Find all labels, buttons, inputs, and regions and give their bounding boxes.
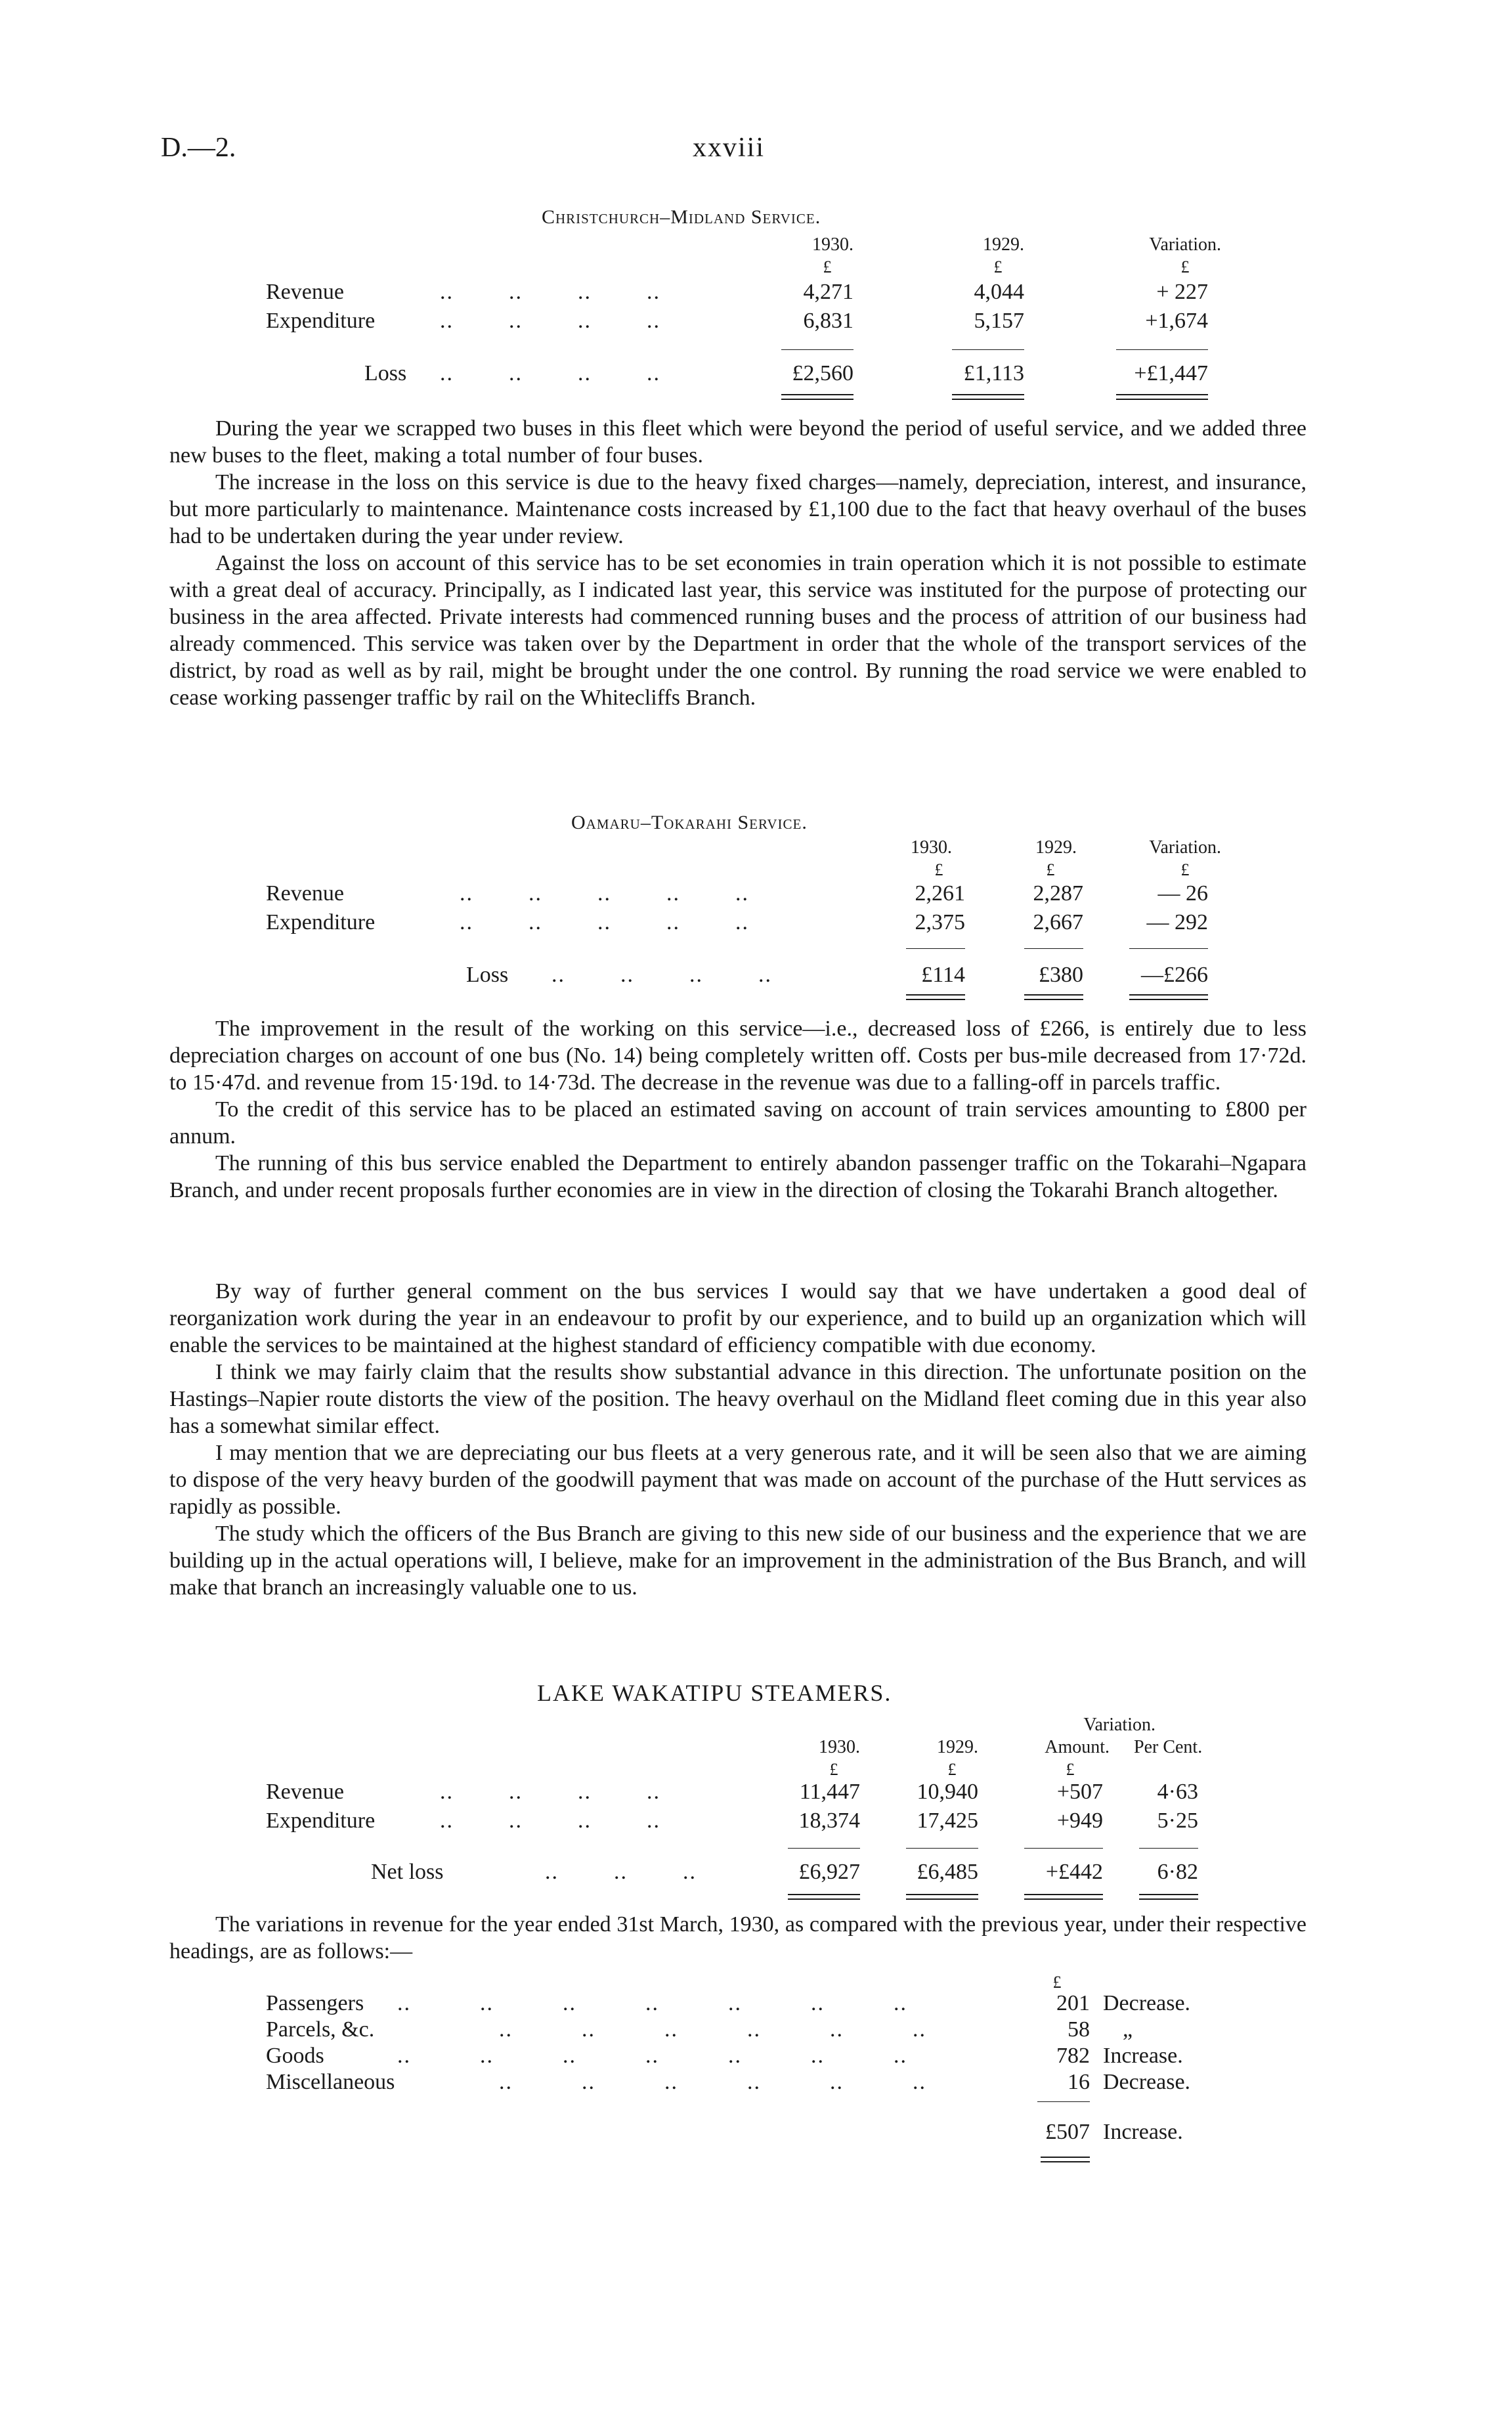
lw-col-1930: 1930. <box>819 1737 860 1757</box>
cm-cell: 4,044 <box>974 280 1024 304</box>
leader-dots: .. .. .. <box>545 1860 697 1884</box>
lw-total-cell: 6·82 <box>1157 1860 1198 1884</box>
double-rule <box>952 399 1024 400</box>
ot-col-1929: 1929. <box>1035 837 1077 858</box>
leader-dots: .. .. .. .. .. .. .. <box>397 1991 907 2015</box>
oamaru-title: Oamaru–Tokarahi Service. <box>571 812 808 833</box>
lw-cell: 18,374 <box>798 1809 860 1833</box>
oamaru-text <box>169 1015 1307 1204</box>
double-rule <box>1139 1898 1198 1900</box>
lw-total-cell: £6,485 <box>917 1860 978 1884</box>
leader-dots: .. .. .. .. .. .. <box>499 2017 926 2042</box>
leader-dots: .. .. .. .. <box>551 963 772 987</box>
variation-label: Goods <box>266 2044 324 2068</box>
page-reference: D.—2. <box>161 133 236 163</box>
ot-cell: 2,287 <box>1033 881 1083 906</box>
lw-cell: 10,940 <box>917 1780 978 1804</box>
lw-cell: 11,447 <box>799 1780 860 1804</box>
cm-unit-1929: £ <box>993 257 1003 276</box>
paragraph: During the year we scrapped two buses in this fleet which were beyond the period of useful service, and we added three new buses to the fleet, making a total number of four buses. <box>169 416 1307 468</box>
cm-total-label: Loss <box>364 361 407 385</box>
lw-col-amount: Amount. <box>1045 1737 1110 1757</box>
cm-col-variation: Variation. <box>1149 234 1221 255</box>
double-rule <box>906 1898 978 1900</box>
cm-total-cell: +£1,447 <box>1134 361 1208 385</box>
double-rule <box>781 399 853 400</box>
ot-cell: 2,261 <box>915 881 965 906</box>
variation-note: Increase. <box>1103 2044 1183 2068</box>
ot-row-label: Revenue <box>266 881 344 906</box>
leader-dots: .. .. .. .. .. <box>460 910 749 934</box>
sum-rule <box>906 948 965 949</box>
cm-cell: 4,271 <box>803 280 853 304</box>
general-text <box>169 1278 1307 1601</box>
variation-amount: 782 <box>1056 2044 1090 2068</box>
double-rule <box>1024 1894 1103 1895</box>
double-rule <box>1024 1898 1103 1900</box>
lw-row-label: Revenue <box>266 1780 344 1804</box>
cm-cell: +1,674 <box>1145 309 1208 333</box>
paragraph: Against the loss on account of this service has to be set economies in train operation which it is not possible to estimate with a great deal of accuracy. Principally, as I indicated last year, this service was instituted for the purpose of protecting our business in the area affected. Private interests had commenced running buses and the process of attrition of our business had already commenced. This service was taken over by the Department in order that the whole of the transport services of the district, by road as well as by rail, might be brought under the one control. By running the road service we were enabled to cease working passenger traffic by rail on the Whitecliffs Branch. <box>169 551 1307 710</box>
double-rule <box>1041 2161 1090 2162</box>
leader-dots: .. .. .. .. <box>440 1780 660 1804</box>
paragraph: By way of further general comment on the bus services I would say that we have undertaken a good deal of reorganization work during the year in an endeavour to profit by our experience, and to build up an organization which will enable the services to be maintained at the highest standard of efficiency compatible with due economy. <box>169 1279 1307 1357</box>
page-number: xxviii <box>693 133 766 163</box>
ot-unit: £ <box>1046 860 1055 879</box>
variation-note: Decrease. <box>1103 2070 1191 2094</box>
net-variation-note: Increase. <box>1103 2120 1183 2144</box>
net-variation-amount: £507 <box>1045 2120 1090 2144</box>
paragraph: The study which the officers of the Bus Branch are giving to this new side of our business and the experience that we are building up in the actual operations will, I believe, make for an improvement in the administration of the Bus Branch, and will make that branch an increasingly valuable one to us. <box>169 1522 1307 1600</box>
double-rule <box>1139 1894 1198 1895</box>
double-rule <box>788 1898 860 1900</box>
double-rule <box>781 394 853 395</box>
ot-cell: — 292 <box>1146 910 1208 934</box>
sum-rule <box>1129 948 1208 949</box>
paragraph: The improvement in the result of the working on this service—i.e., decreased loss of £266, is entirely due to less depreciation charges on account of one bus (No. 14) being completely written off. Costs per bus-mile decreased from 17·72d. to 15·47d. and revenue from 15·19d. to 14·73d. The decrease in the revenue was due to a falling-off in parcels traffic. <box>169 1017 1307 1095</box>
sum-rule <box>1037 2101 1090 2102</box>
ot-total-cell: £380 <box>1039 963 1083 987</box>
paragraph: The variations in revenue for the year ended 31st March, 1930, as compared with the previous year, under their respective headings, are as follows:— <box>169 1912 1307 1963</box>
cm-col-1929: 1929. <box>983 234 1024 255</box>
lw-row-label: Expenditure <box>266 1809 376 1833</box>
variation-note: Decrease. <box>1103 1991 1191 2015</box>
lw-unit: £ <box>829 1760 838 1779</box>
variation-note: „ <box>1123 2017 1133 2042</box>
sum-rule <box>1024 948 1083 949</box>
cm-row-label: Revenue <box>266 280 344 304</box>
double-rule <box>952 394 1024 395</box>
ot-row-label: Expenditure <box>266 910 376 934</box>
double-rule <box>1041 2157 1090 2158</box>
lw-total-cell: £6,927 <box>798 1860 860 1884</box>
cm-cell: 6,831 <box>803 309 853 333</box>
paragraph: To the credit of this service has to be placed an estimated saving on account of train services amounting to £800 per annum. <box>169 1097 1307 1149</box>
cm-unit-1930: £ <box>823 257 832 276</box>
christchurch-title: Christchurch–Midland Service. <box>542 206 821 228</box>
paragraph: The increase in the loss on this service is due to the heavy fixed charges—namely, depreciation, interest, and insurance, but more particularly to maintenance. Maintenance costs increased by £1,100 due to the fact that heavy overhaul of the buses had to be undertaken during the year under review. <box>169 470 1307 548</box>
ot-col-1930: 1930. <box>911 837 952 858</box>
ot-unit: £ <box>1180 860 1190 879</box>
paragraph: The running of this bus service enabled the Department to entirely abandon passenger traffic on the Tokarahi–Ngapara Branch, and under recent proposals further economies are in view in the direction of closing the Tokarahi Branch altogether. <box>169 1151 1307 1202</box>
paragraph: I think we may fairly claim that the results show substantial advance in this direction. The unfortunate position on the Hastings–Napier route distorts the view of the position. The heavy overhaul on the Midland fleet coming due in this year also has a somewhat similar effect. <box>169 1360 1307 1438</box>
christchurch-text <box>169 415 1307 711</box>
ot-cell: 2,667 <box>1033 910 1083 934</box>
cm-row-label: Expenditure <box>266 309 376 333</box>
cm-unit-var: £ <box>1180 257 1190 276</box>
double-rule <box>906 999 965 1000</box>
leader-dots: .. .. .. .. <box>440 280 660 304</box>
lw-col-variation: Variation. <box>1083 1715 1156 1735</box>
lw-cell: +949 <box>1056 1809 1103 1833</box>
cm-cell: 5,157 <box>974 309 1024 333</box>
double-rule <box>1116 399 1208 400</box>
cm-total-cell: £1,113 <box>963 361 1024 385</box>
double-rule <box>1116 394 1208 395</box>
lw-unit: £ <box>947 1760 957 1779</box>
variation-label: Miscellaneous <box>266 2070 395 2094</box>
ot-cell: 2,375 <box>915 910 965 934</box>
leader-dots: .. .. .. .. <box>440 309 660 333</box>
wakatipu-title: LAKE WAKATIPU STEAMERS. <box>537 1680 892 1706</box>
variation-amount: 58 <box>1068 2017 1090 2042</box>
sum-rule <box>781 349 853 350</box>
leader-dots: .. .. .. .. .. .. <box>499 2070 926 2094</box>
double-rule <box>1129 999 1208 1000</box>
cm-col-1930: 1930. <box>812 234 853 255</box>
ot-cell: — 26 <box>1157 881 1208 906</box>
sum-rule <box>952 349 1024 350</box>
variation-amount: 16 <box>1068 2070 1090 2094</box>
lw-col-percent: Per Cent. <box>1134 1737 1203 1757</box>
sum-rule <box>1139 1848 1198 1849</box>
leader-dots: .. .. .. .. <box>440 361 660 385</box>
double-rule <box>906 994 965 996</box>
ot-total-label: Loss <box>466 963 509 987</box>
lw-col-1929: 1929. <box>937 1737 978 1757</box>
sum-rule <box>1024 1848 1103 1849</box>
leader-dots: .. .. .. .. <box>440 1809 660 1833</box>
sum-rule <box>788 1848 860 1849</box>
lw-cell: +507 <box>1056 1780 1103 1804</box>
leader-dots: .. .. .. .. .. .. .. <box>397 2044 907 2068</box>
cm-total-cell: £2,560 <box>792 361 853 385</box>
variation-label: Parcels, &c. <box>266 2017 375 2042</box>
lw-total-cell: +£442 <box>1045 1860 1103 1884</box>
ot-unit: £ <box>934 860 943 879</box>
double-rule <box>1024 994 1083 996</box>
lw-cell: 4·63 <box>1157 1780 1198 1804</box>
variation-label: Passengers <box>266 1991 364 2015</box>
cm-cell: + 227 <box>1156 280 1208 304</box>
ot-total-cell: £114 <box>921 963 965 987</box>
ot-col-variation: Variation. <box>1149 837 1221 858</box>
double-rule <box>1024 999 1083 1000</box>
double-rule <box>1129 994 1208 996</box>
lw-unit: £ <box>1066 1760 1075 1779</box>
sum-rule <box>1116 349 1208 350</box>
lw-cell: 5·25 <box>1157 1809 1198 1833</box>
double-rule <box>788 1894 860 1895</box>
lw-total-label: Net loss <box>371 1860 444 1884</box>
paragraph: I may mention that we are depreciating our bus fleets at a very generous rate, and it will be seen also that we are aiming to dispose of the very heavy burden of the goodwill payment that was made on account of the purchase of the Hutt services as rapidly as possible. <box>169 1441 1307 1519</box>
wakatipu-text <box>169 1911 1307 1965</box>
ot-total-cell: —£266 <box>1141 963 1208 987</box>
sum-rule <box>906 1848 978 1849</box>
variation-amount: 201 <box>1056 1991 1090 2015</box>
leader-dots: .. .. .. .. .. <box>460 881 749 906</box>
lw-cell: 17,425 <box>917 1809 978 1833</box>
double-rule <box>906 1894 978 1895</box>
variations-unit: £ <box>1052 1973 1062 1992</box>
